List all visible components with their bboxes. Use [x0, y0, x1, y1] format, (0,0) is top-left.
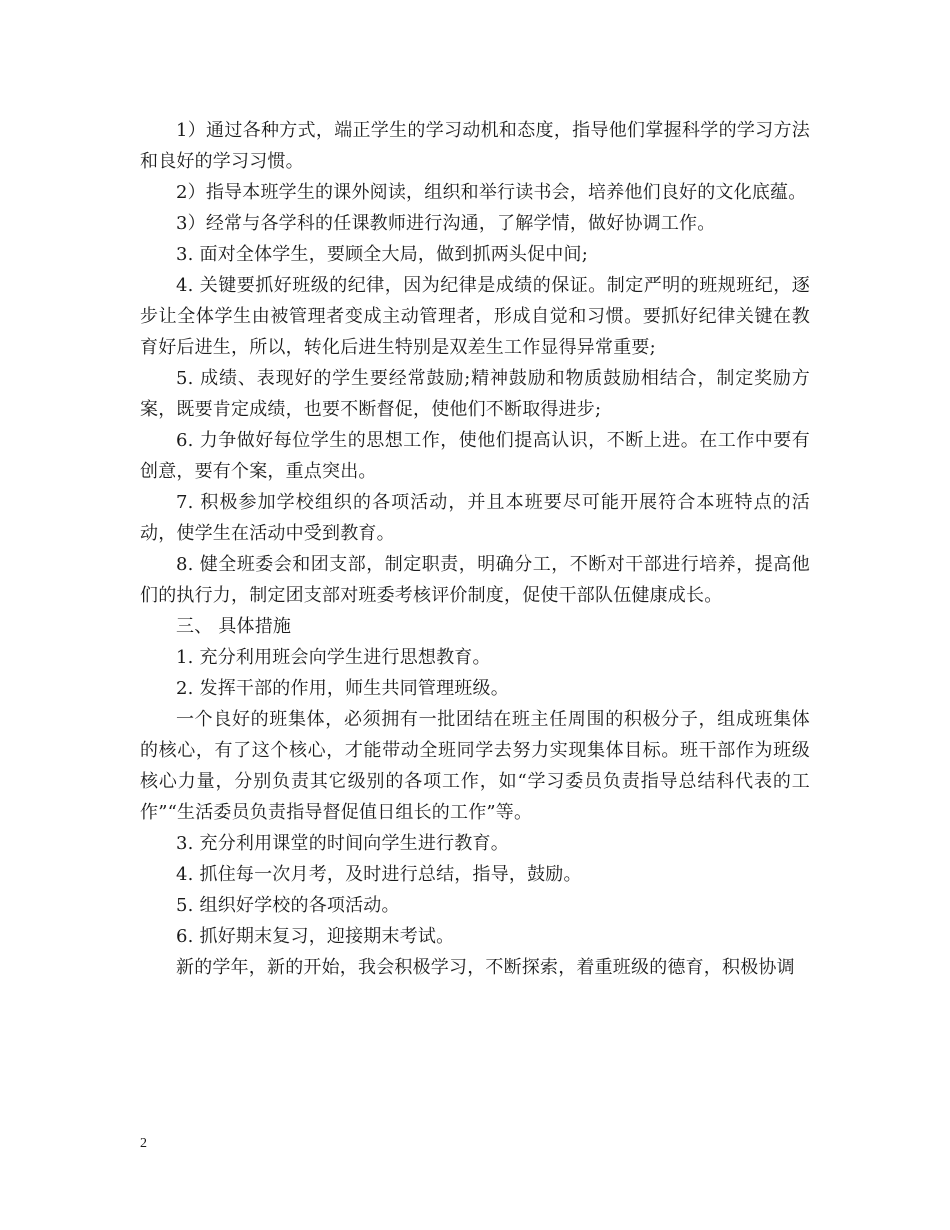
page-number: 2 — [140, 1136, 147, 1151]
paragraph: 一个良好的班集体，必须拥有一批团结在班主任周围的积极分子，组成班集体的核心，有了这个核心，才能带动全班同学去努力实现集体目标。班干部作为班级核心力量，分别负责其它级别的各项工作，如“学习委员负责指导总结科代表的工作”“生活委员负责指导督促值日组长的工作”等。 — [140, 709, 810, 823]
paragraph: 8. 健全班委会和团支部，制定职责，明确分工，不断对干部进行培养，提高他们的执行力，制定团支部对班委考核评价制度，促使干部队伍健康成长。 — [140, 554, 810, 606]
paragraph: 7. 积极参加学校组织的各项活动，并且本班要尽可能开展符合本班特点的活动，使学生在活动中受到教育。 — [140, 492, 810, 544]
paragraph: 4. 抓住每一次月考，及时进行总结，指导，鼓励。 — [176, 864, 582, 885]
paragraph: 新的学年，新的开始，我会积极学习，不断探索，着重班级的德育，积极协调 — [176, 957, 795, 978]
paragraph: 3. 面对全体学生，要顾全大局，做到抓两头促中间; — [176, 244, 588, 265]
paragraph: 2. 发挥干部的作用，师生共同管理班级。 — [176, 678, 509, 699]
paragraph: 4. 关键要抓好班级的纪律，因为纪律是成绩的保证。制定严明的班规班纪，逐步让全体学生由被管理者变成主动管理者，形成自觉和习惯。要抓好纪律关键在教育好后进生，所以，转化后进生特别是双差生工作显得异常重要; — [140, 275, 810, 358]
paragraph: 6. 力争做好每位学生的思想工作，使他们提高认识，不断上进。在工作中要有创意，要有个案，重点突出。 — [140, 430, 810, 482]
section-heading: 三、 具体措施 — [176, 616, 292, 637]
document-body — [140, 115, 810, 983]
paragraph: 5. 组织好学校的各项活动。 — [176, 895, 400, 916]
paragraph: 6. 抓好期末复习，迎接期末考试。 — [176, 926, 455, 947]
paragraph: 1）通过各种方式，端正学生的学习动机和态度，指导他们掌握科学的学习方法和良好的学习习惯。 — [140, 120, 810, 172]
paragraph: 3. 充分利用课堂的时间向学生进行教育。 — [176, 833, 509, 854]
paragraph: 3）经常与各学科的任课教师进行沟通，了解学情，做好协调工作。 — [176, 213, 716, 234]
paragraph: 5. 成绩、表现好的学生要经常鼓励;精神鼓励和物质鼓励相结合，制定奖励方案，既要肯定成绩，也要不断督促，使他们不断取得进步; — [140, 368, 810, 420]
paragraph: 1. 充分利用班会向学生进行思想教育。 — [176, 647, 491, 668]
paragraph: 2）指导本班学生的课外阅读，组织和举行读书会，培养他们良好的文化底蕴。 — [176, 182, 807, 203]
